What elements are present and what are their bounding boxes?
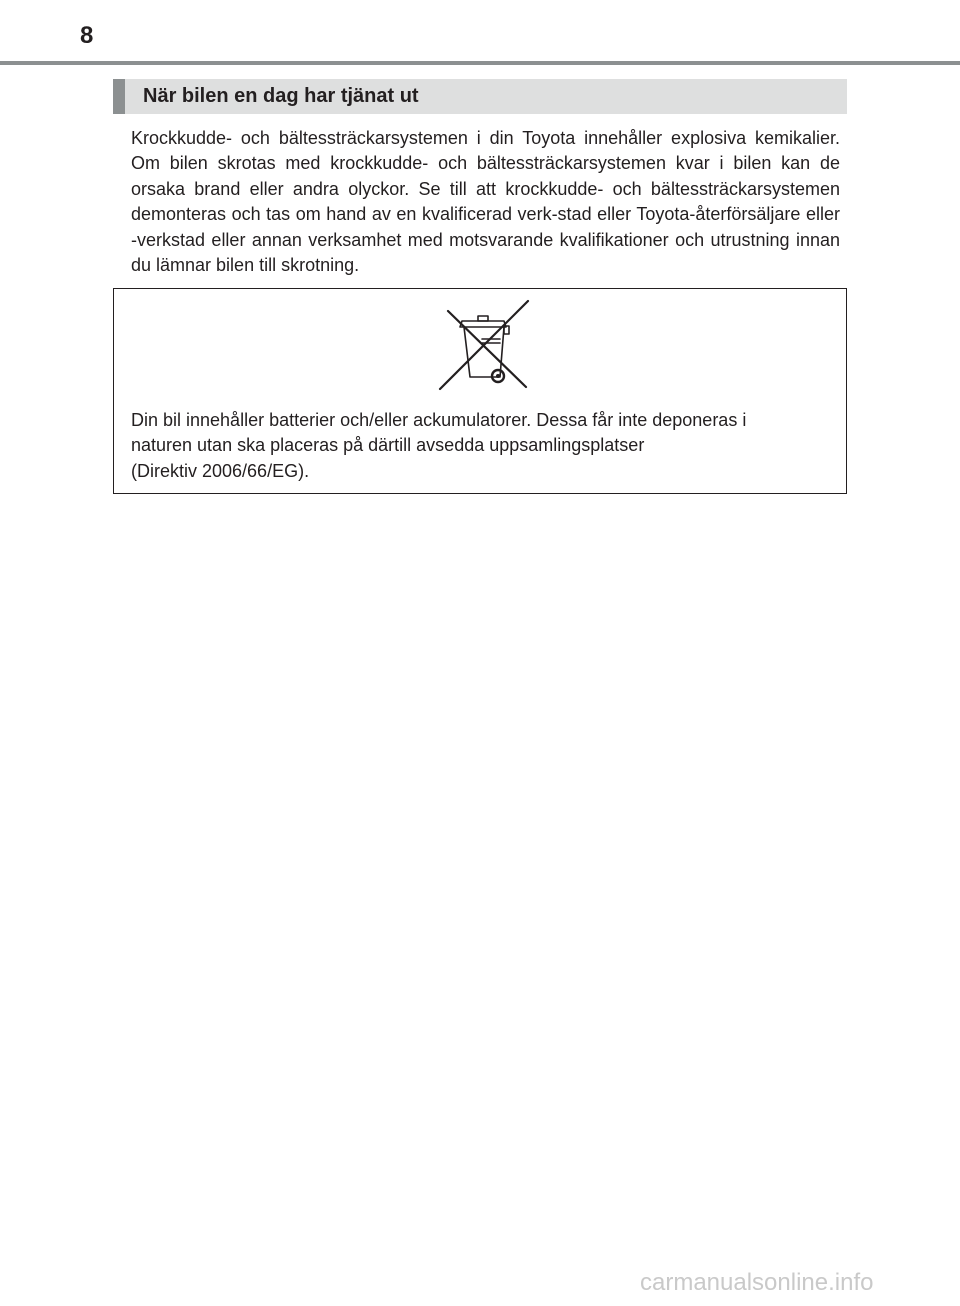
crossed-out-wheelie-bin-icon xyxy=(438,299,530,391)
notice-line: (Direktiv 2006/66/EG). xyxy=(131,460,310,481)
section-heading xyxy=(113,79,847,114)
section-paragraph: Krockkudde- och bältessträckarsystemen i din Toyota innehåller explosiva kemikalier. Om bilen skrotas med krockkudde- och bältessträckarsystemen kvar i bilen kan de orsaka brand eller andra olyckor. Se till att krockkudde- och bältessträckarsystemen demonteras och tas om hand av en kvalificerad verk-stad eller Toyota-återförsäljare eller -verkstad eller annan verksamhet med motsvarande kvalifikationer och utrustning innan du lämnar bilen till skrotning. xyxy=(131,128,840,276)
notice-line: Din bil innehåller batterier och/eller ackumulatorer. Dessa får inte deponeras i xyxy=(131,410,747,430)
section-heading-title: När bilen en dag har tjänat ut xyxy=(143,85,419,107)
battery-disposal-notice xyxy=(113,288,847,494)
site-watermark: carmanualsonline.info xyxy=(640,1269,874,1296)
notice-text xyxy=(131,408,841,484)
page-number: 8 xyxy=(80,22,94,49)
notice-line: naturen utan ska placeras på därtill avsedda uppsamlingsplatser xyxy=(131,435,645,456)
header-rule xyxy=(0,61,960,65)
